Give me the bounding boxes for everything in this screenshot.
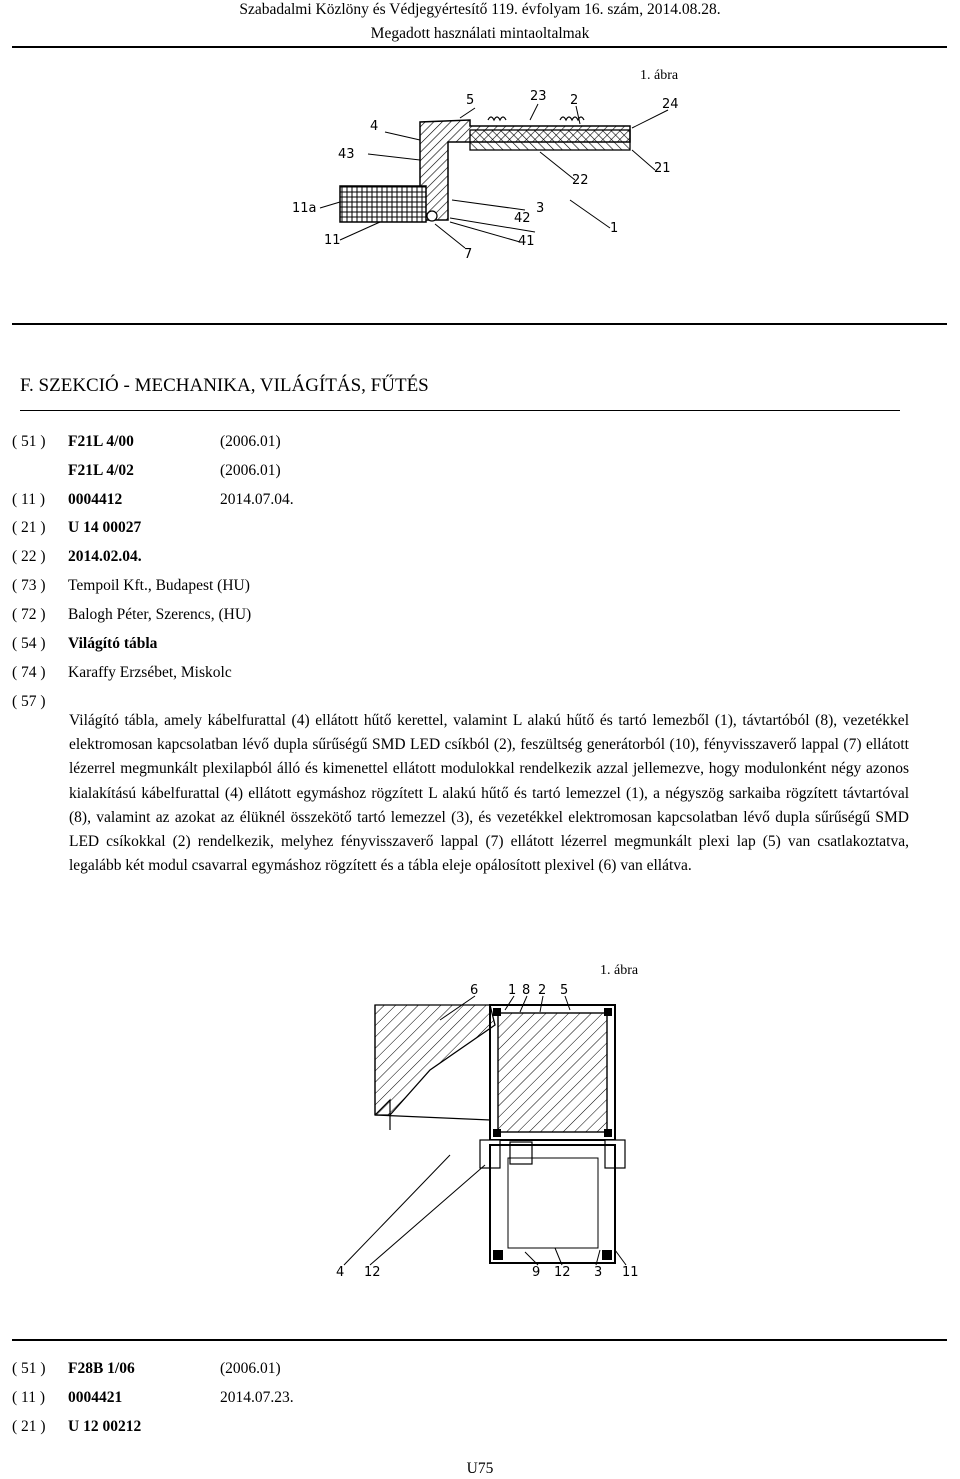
callout-11: 11 <box>622 1265 639 1280</box>
callout-12b: 12 <box>554 1265 571 1280</box>
figure-divider <box>12 323 947 325</box>
abstract-text: Világító tábla, amely kábelfurattal (4) ellátott hűtő kerettel, valamint L alakú hűtő és tartó lemezből (1), távtartóból (8), vezetékkel elektromosan kapcsolatban lévő dupla sűrűségű SMD LED csíkból (2), feszültség generátorból (10), fényvisszaverő lappal (7) ellátott lézerrel megmunkált plexilapból álló és kimenettel ellátott modulokkal rendelkezik azzal jellemezve, hogy modulonként négy azonos kialakítású kábelfurattal (4) ellátott egymáshoz rögzített L alakú hűtő és tartó lemezzel (1), a négyszög sarkaiba rögzített távtartóval (8), valamint az azokat az élüknél összekötő tartó lemezzel (3), és vezetékkel elektromosan kapcsolatban lévő dupla sűrűségű SMD LED csíkokkal (2) rendelkezik, melyhez fényvisszaverő lappal (7) ellátott lézerrel megmunkált plexi lap (5) van csatlakoztatva, legalább két modul csavarral egymáshoz rögzített és a tábla eleje opálosított plexivel (6) van ellátva. <box>69 712 909 875</box>
field-51: ( 51 ) F21L 4/00 (2006.01) <box>12 433 281 450</box>
callout-22: 22 <box>572 173 589 188</box>
field-11: ( 11 ) 0004412 2014.07.04. <box>12 491 294 508</box>
header-divider <box>12 46 947 48</box>
section-underline <box>20 410 900 411</box>
callout-8: 8 <box>522 983 531 998</box>
callout-42: 42 <box>514 211 531 226</box>
callout-21: 21 <box>654 161 671 176</box>
entry2-field-21: ( 21 ) U 12 00212 <box>12 1418 142 1435</box>
callout-12: 12 <box>364 1265 381 1280</box>
callout-9: 9 <box>532 1265 541 1280</box>
field-54: ( 54 ) Világító tábla <box>12 635 158 652</box>
figure-top-drawing <box>280 80 700 265</box>
callout-4: 4 <box>336 1265 345 1280</box>
callout-23: 23 <box>530 89 547 104</box>
callout-5: 5 <box>466 93 475 108</box>
section-title: F. SZEKCIÓ - MECHANIKA, VILÁGÍTÁS, FŰTÉS <box>20 375 429 396</box>
callout-24: 24 <box>662 97 679 112</box>
callout-6: 6 <box>470 983 479 998</box>
section-header: Megadott használati mintaoltalmak <box>370 25 590 42</box>
callout-5: 5 <box>560 983 569 998</box>
callout-2: 2 <box>570 93 579 108</box>
callout-43: 43 <box>338 147 355 162</box>
figure-bottom-label: 1. ábra <box>600 963 639 978</box>
field-73: ( 73 ) Tempoil Kft., Budapest (HU) <box>12 577 250 594</box>
plate-shape <box>470 130 630 150</box>
figure-bottom-drawing <box>330 980 650 1280</box>
callout-41: 41 <box>518 234 535 249</box>
callout-1: 1 <box>508 983 517 998</box>
callout-11: 11 <box>324 233 341 248</box>
entry2-field-51: ( 51 ) F28B 1/06 (2006.01) <box>12 1360 281 1377</box>
callout-11a: 11a <box>292 201 317 216</box>
field-21: ( 21 ) U 14 00027 <box>12 519 142 536</box>
callout-3: 3 <box>594 1265 603 1280</box>
callout-1: 1 <box>610 221 619 236</box>
page-number: U75 <box>466 1460 494 1477</box>
field-74: ( 74 ) Karaffy Erzsébet, Miskolc <box>12 664 232 681</box>
callout-3: 3 <box>536 201 545 216</box>
callout-2: 2 <box>538 983 547 998</box>
figure-top-label: 1. ábra <box>640 68 679 83</box>
entry2-field-11: ( 11 ) 0004421 2014.07.23. <box>12 1389 294 1406</box>
field-51-secondary: F21L 4/02 (2006.01) <box>68 462 281 479</box>
callout-4: 4 <box>370 119 379 134</box>
field-22: ( 22 ) 2014.02.04. <box>12 548 142 565</box>
callout-7: 7 <box>464 247 473 262</box>
journal-header: Szabadalmi Közlöny és Védjegyértesítő 119. évfolyam 16. szám, 2014.08.28. <box>239 1 721 18</box>
entry-divider <box>12 1339 947 1341</box>
block-shape <box>340 186 426 222</box>
field-72: ( 72 ) Balogh Péter, Szerencs, (HU) <box>12 606 252 623</box>
field-57: ( 57 ) <box>12 693 46 710</box>
